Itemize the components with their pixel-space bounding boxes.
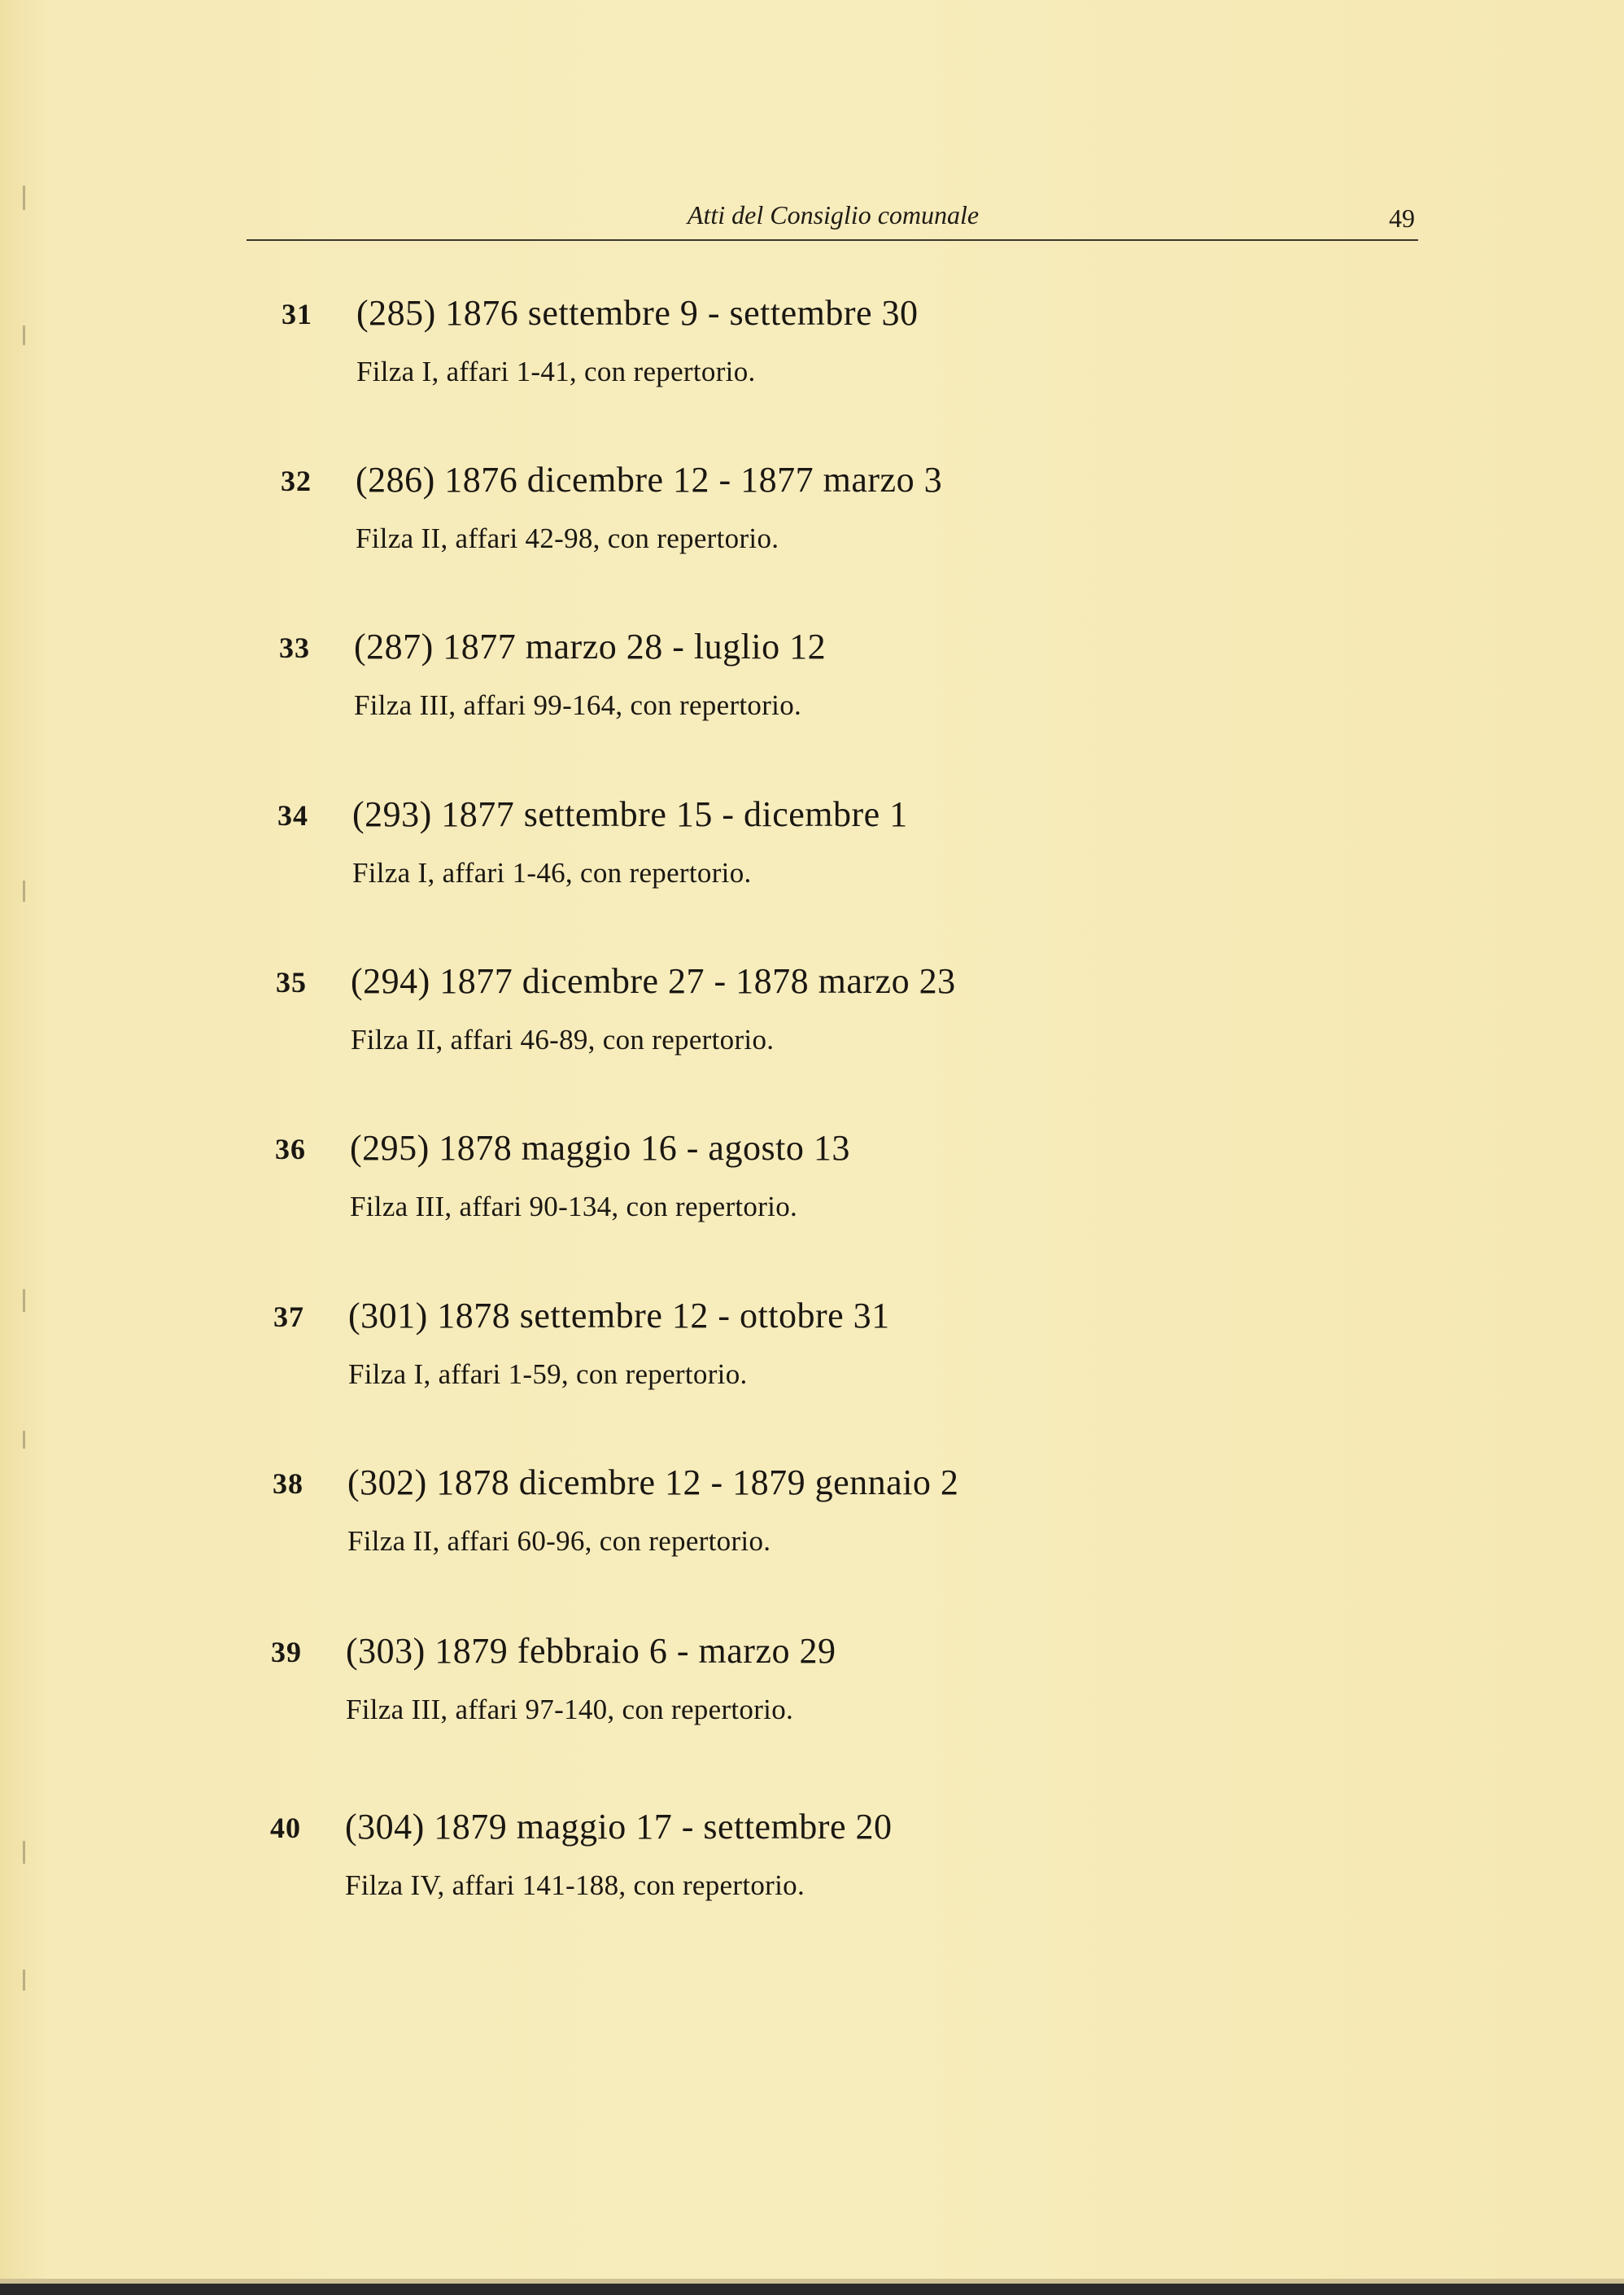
entry-number: 33 bbox=[279, 632, 310, 664]
entry-heading: (293) 1877 settembre 15 - dicembre 1 bbox=[352, 794, 908, 834]
entry-detail: Filza I, affari 1-59, con repertorio. bbox=[348, 1358, 748, 1390]
entry-40 bbox=[270, 1808, 1328, 1922]
entry-heading: (286) 1876 dicembre 12 - 1877 marzo 3 bbox=[356, 460, 943, 500]
entry-heading: (294) 1877 dicembre 27 - 1878 marzo 23 bbox=[351, 961, 956, 1001]
entry-detail: Filza I, affari 1-41, con repertorio. bbox=[356, 356, 756, 387]
entry-detail: Filza II, affari 42-98, con repertorio. bbox=[356, 522, 779, 554]
scan-bottom-border bbox=[0, 2284, 1624, 2295]
entry-detail: Filza III, affari 97-140, con repertorio. bbox=[346, 1694, 794, 1725]
entry-number: 39 bbox=[271, 1636, 302, 1668]
running-title: Atti del Consiglio comunale bbox=[687, 200, 980, 230]
entry-heading: (304) 1879 maggio 17 - settembre 20 bbox=[345, 1807, 893, 1847]
entry-heading: (303) 1879 febbraio 6 - marzo 29 bbox=[346, 1631, 836, 1671]
entry-31 bbox=[282, 295, 1339, 409]
entry-32 bbox=[281, 461, 1338, 575]
entry-number: 38 bbox=[273, 1467, 303, 1500]
entry-39 bbox=[271, 1633, 1329, 1746]
entry-number: 35 bbox=[276, 966, 307, 999]
entry-detail: Filza I, affari 1-46, con repertorio. bbox=[352, 857, 752, 889]
entry-number: 32 bbox=[281, 465, 312, 497]
entry-heading: (301) 1878 settembre 12 - ottobre 31 bbox=[348, 1296, 890, 1335]
entry-heading: (295) 1878 maggio 16 - agosto 13 bbox=[350, 1128, 850, 1168]
entry-number: 37 bbox=[273, 1300, 304, 1333]
entry-detail: Filza II, affari 46-89, con repertorio. bbox=[351, 1024, 775, 1056]
entry-number: 40 bbox=[270, 1812, 301, 1844]
entry-34 bbox=[277, 796, 1335, 910]
entry-number: 31 bbox=[282, 298, 312, 330]
entry-heading: (285) 1876 settembre 9 - settembre 30 bbox=[356, 293, 919, 333]
entry-heading: (302) 1878 dicembre 12 - 1879 gennaio 2 bbox=[347, 1462, 959, 1502]
entry-detail: Filza II, affari 60-96, con repertorio. bbox=[347, 1525, 771, 1557]
entry-detail: Filza III, affari 90-134, con repertorio. bbox=[350, 1191, 798, 1222]
entry-36 bbox=[275, 1130, 1333, 1244]
entry-33 bbox=[279, 628, 1337, 742]
entry-detail: Filza III, affari 99-164, con repertorio. bbox=[354, 689, 802, 721]
entry-detail: Filza IV, affari 141-188, con repertorio. bbox=[345, 1869, 805, 1901]
entry-38 bbox=[273, 1464, 1330, 1578]
entry-35 bbox=[276, 963, 1334, 1077]
entry-number: 34 bbox=[277, 799, 308, 832]
page-number: 49 bbox=[1389, 203, 1415, 233]
entry-heading: (287) 1877 marzo 28 - luglio 12 bbox=[354, 627, 827, 667]
entry-number: 36 bbox=[275, 1133, 306, 1165]
entry-37 bbox=[273, 1297, 1331, 1411]
